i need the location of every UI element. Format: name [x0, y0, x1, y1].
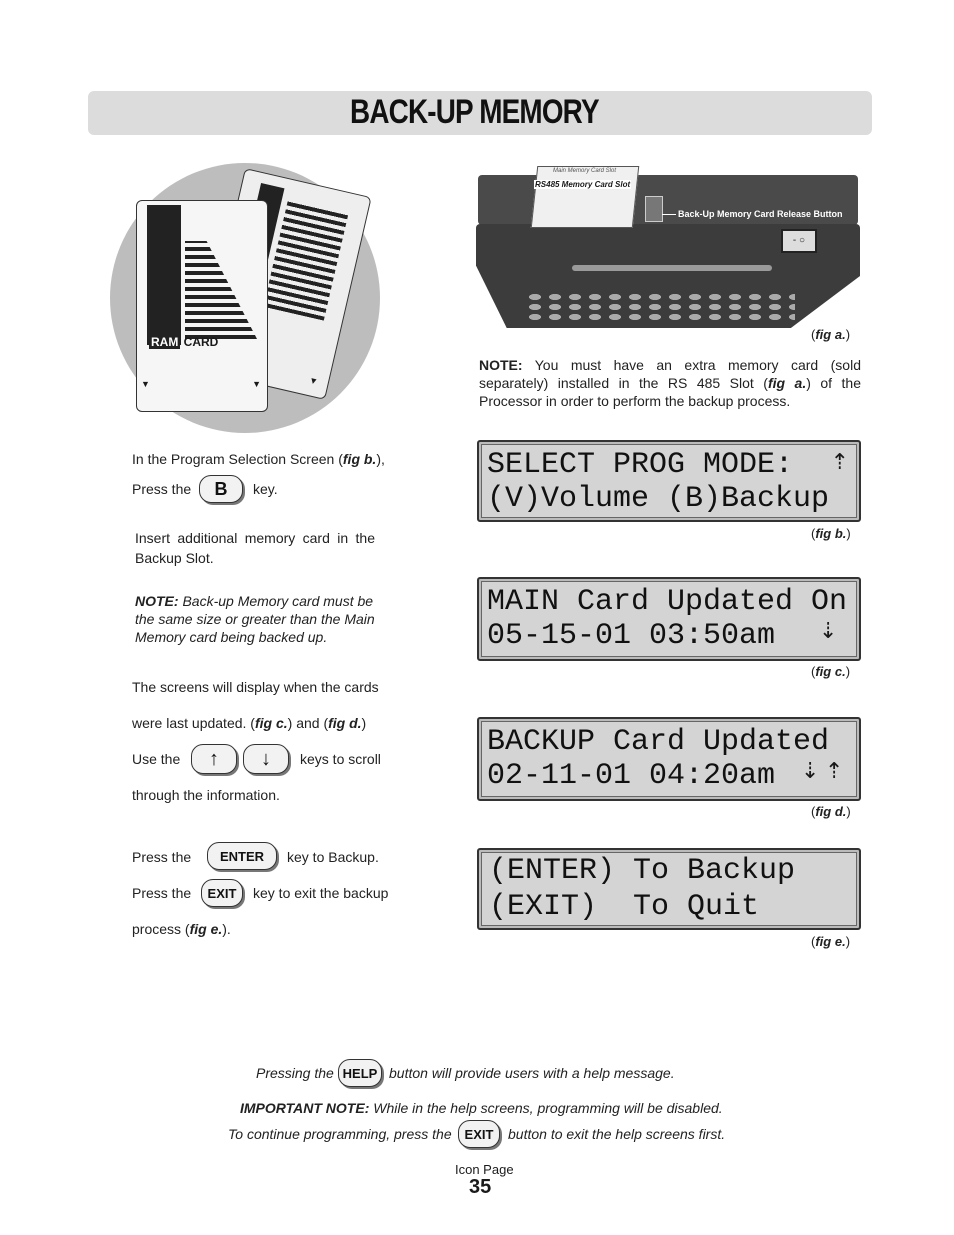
- down-arrow-icon: ⇣: [819, 619, 838, 644]
- lcd-line-1: (ENTER) To Backup: [489, 854, 796, 888]
- rs485-slot-label: RS485 Memory Card Slot: [535, 180, 631, 189]
- lcd-line-2: 02-11-01 04:20am: [487, 759, 776, 793]
- main-slot-label: Main Memory Card Slot: [553, 168, 617, 174]
- lcd-line-1: MAIN Card Updated On: [487, 585, 848, 619]
- up-arrow-key[interactable]: ↑: [191, 744, 237, 774]
- lcd-enter-exit: [477, 848, 861, 930]
- lcd-line-1: BACKUP Card Updated: [487, 725, 830, 759]
- lcd-backup-card-updated: [477, 717, 861, 801]
- last-updated-text: were last updated. (fig c.) and (fig d.): [132, 715, 367, 731]
- down-arrow-key[interactable]: ↓: [243, 744, 289, 774]
- exit-key[interactable]: EXIT: [201, 879, 243, 907]
- lcd-main-card-updated: [477, 577, 861, 661]
- processor-keys: [525, 292, 795, 322]
- lcd-line-2: 05-15-01 03:50am: [487, 619, 776, 653]
- through-info-text: through the information.: [132, 787, 280, 803]
- help-after-text: button will provide users with a help message.: [389, 1065, 675, 1081]
- up-arrow-icon: ⇡: [825, 759, 844, 784]
- continue-after-text: button to exit the help screens first.: [508, 1126, 726, 1142]
- screens-display-text: The screens will display when the cards: [132, 679, 379, 695]
- press-the-b: Press the: [132, 481, 192, 497]
- lcd-line-2: (EXIT) To Quit: [489, 890, 760, 924]
- power-switch: - ○: [781, 229, 817, 253]
- key-to-backup-text: key to Backup.: [287, 849, 379, 865]
- keys-to-scroll-text: keys to scroll: [300, 751, 381, 767]
- help-key[interactable]: HELP: [338, 1059, 382, 1087]
- up-arrow-icon: ⇡: [830, 450, 849, 475]
- fig-b-caption: (fig b.): [811, 526, 851, 541]
- program-selection-text: In the Program Selection Screen (fig b.),: [132, 451, 385, 467]
- memory-card-in-slot: [531, 166, 640, 228]
- note-extra-card: NOTE: You must have an extra memory card (sold separately) installed in the RS 485 Slot (fig a.) of the Processor in order to perform the backup process.: [479, 357, 861, 409]
- press-the-exit-text: Press the: [132, 885, 192, 901]
- page-title: BACK-UP MEMORY: [350, 93, 599, 131]
- exit-key-footer[interactable]: EXIT: [458, 1120, 500, 1148]
- lcd-select-prog-mode: [477, 440, 861, 522]
- lcd-line-2: (V)Volume (B)Backup: [487, 482, 830, 516]
- b-key[interactable]: B: [199, 475, 243, 503]
- release-button-label: Back-Up Memory Card Release Button: [678, 209, 843, 219]
- card-label: CARD: [183, 335, 219, 349]
- processor-slot: [572, 265, 772, 271]
- press-the-enter-text: Press the: [132, 849, 192, 865]
- ram-memory-card: RAM CARD ▼ ▼: [136, 200, 268, 412]
- lcd-line-1: SELECT PROG MODE:: [487, 448, 794, 482]
- page-number: 35: [469, 1176, 492, 1198]
- release-buttons: [645, 196, 663, 222]
- help-before-text: Pressing the: [256, 1065, 334, 1081]
- fig-c-caption: (fig c.): [811, 664, 851, 679]
- note-backup-size: NOTE: Back-up Memory card must be the same size or greater than the Main Memory card being backed up.: [135, 593, 375, 645]
- continue-before-text: To continue programming, press the: [228, 1126, 452, 1142]
- enter-key[interactable]: ENTER: [207, 842, 277, 870]
- fig-d-caption: (fig d.): [811, 804, 851, 819]
- exit-backup-text: key to exit the backup: [253, 885, 389, 901]
- insert-card-text: Insert additional memory card in the Backup Slot.: [135, 530, 375, 566]
- process-text: process (fig e.).: [132, 921, 231, 937]
- key-word: key.: [253, 481, 278, 497]
- down-arrow-icon: ⇣: [801, 759, 820, 784]
- fig-a-caption: (fig a.): [811, 327, 851, 342]
- ram-label: RAM: [151, 335, 179, 349]
- icon-page-label: Icon Page: [455, 1162, 514, 1177]
- fig-e-caption: (fig e.): [811, 934, 851, 949]
- use-the-text: Use the: [132, 751, 181, 767]
- important-note: IMPORTANT NOTE: While in the help screens, programming will be disabled.: [240, 1100, 723, 1116]
- back-memory-card: ▼: [198, 168, 371, 400]
